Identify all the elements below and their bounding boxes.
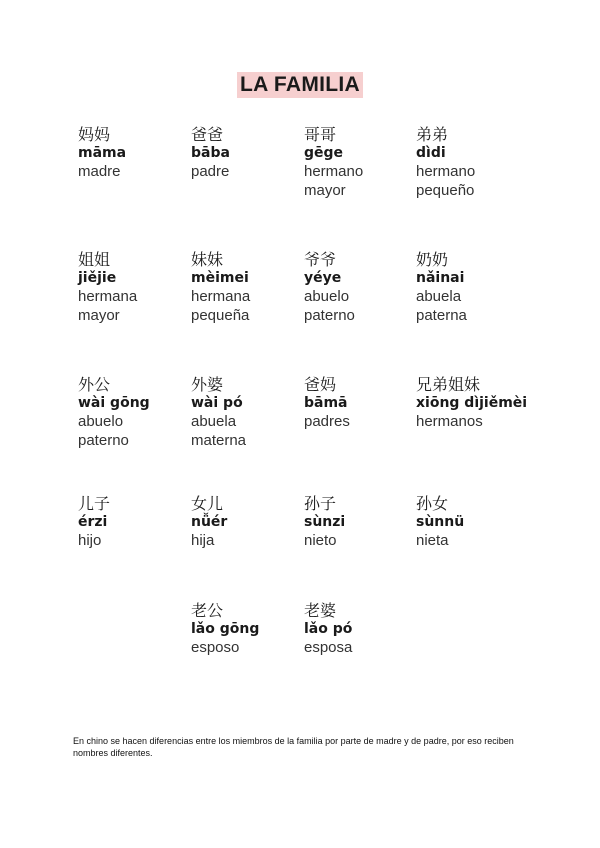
vocab-entry [304,125,416,200]
entry-meaning-line: abuela [191,413,237,430]
entry-hanzi: 弟弟 [416,125,449,144]
entry-hanzi: 哥哥 [304,125,337,144]
entry-pinyin: sùnzi [304,514,346,530]
title-container [0,72,600,98]
entry-meaning [191,531,303,550]
entry-meaning-line: materna [191,432,247,449]
vocab-entry [191,375,303,450]
entry-meaning-line: hermana [191,288,251,305]
entry-meaning [416,162,528,200]
entry-meaning-line: esposa [304,639,353,656]
entry-meaning-line: esposo [191,639,240,656]
vocab-entry [78,375,190,450]
entry-meaning-line: mayor [304,182,346,199]
entry-hanzi: 孙子 [304,494,337,513]
entry-pinyin: nǎinai [416,270,465,286]
entry-meaning-line: abuelo [304,288,350,305]
entry-meaning-line: mayor [78,307,120,324]
entry-meaning-line: abuela [416,288,462,305]
entry-hanzi: 姐姐 [78,250,111,269]
entry-meaning [416,531,528,550]
vocab-entry [304,494,416,550]
entry-meaning [416,412,528,431]
vocab-entry [304,601,416,657]
entry-pinyin: érzi [78,514,108,530]
entry-meaning [78,162,190,181]
entry-meaning [78,531,190,550]
vocab-entry [191,601,303,657]
entry-pinyin: bāmā [304,395,348,411]
entry-meaning [416,287,528,325]
entry-meaning-line: abuelo [78,413,124,430]
entry-meaning [78,412,190,450]
vocab-entry [304,250,416,325]
entry-hanzi: 老公 [191,601,224,620]
vocab-entry [304,375,416,431]
vocab-entry [191,494,303,550]
entry-meaning [191,162,303,181]
entry-hanzi: 外婆 [191,375,224,394]
entry-hanzi: 奶奶 [416,250,449,269]
entry-pinyin: dìdi [416,145,446,161]
entry-hanzi: 爷爷 [304,250,337,269]
entry-meaning-line: nieto [304,532,337,549]
entry-meaning-line: hija [191,532,215,549]
entry-meaning-line: padre [191,163,230,180]
entry-meaning [304,162,416,200]
vocab-entry [78,494,190,550]
entry-meaning-line: pequeña [191,307,250,324]
entry-hanzi: 妹妹 [191,250,224,269]
entry-meaning-line: nieta [416,532,449,549]
entry-hanzi: 儿子 [78,494,111,513]
entry-meaning-line: pequeño [416,182,475,199]
entry-meaning-line: paterno [78,432,129,449]
entry-pinyin: sùnnü [416,514,465,530]
entry-meaning [78,287,190,325]
entry-hanzi: 外公 [78,375,111,394]
entry-meaning [304,531,416,550]
entry-meaning-line: hermano [416,163,476,180]
entry-meaning [191,412,303,450]
vocab-entry [416,250,528,325]
entry-pinyin: xiōng dìjiěmèi [416,395,528,411]
entry-meaning [304,412,416,431]
vocab-entry [416,375,528,431]
entry-pinyin: māma [78,145,127,161]
entry-hanzi: 兄弟姐妹 [416,375,481,394]
entry-pinyin: wài pó [191,395,243,411]
entry-hanzi: 老婆 [304,601,337,620]
entry-hanzi: 妈妈 [78,125,111,144]
entry-hanzi: 孙女 [416,494,449,513]
entry-meaning-line: paterna [416,307,467,324]
entry-meaning-line: padres [304,413,350,430]
footnote: En chino se hacen diferencias entre los miembros de la familia por parte de madre y de padre, por eso reciben nombres diferentes. [73,736,514,758]
vocab-entry [416,125,528,200]
entry-meaning-line: hermana [78,288,138,305]
entry-hanzi: 爸妈 [304,375,337,394]
entry-meaning [191,287,303,325]
page-title: LA FAMILIA [237,72,363,98]
entry-pinyin: wài gōng [78,395,150,411]
entry-hanzi: 爸爸 [191,125,224,144]
vocab-entry [78,125,190,181]
entry-meaning-line: hermano [304,163,364,180]
vocab-entry [191,250,303,325]
entry-pinyin: lǎo pó [304,621,353,637]
entry-pinyin: bāba [191,145,230,161]
entry-pinyin: lǎo gōng [191,621,260,637]
entry-pinyin: jiějie [78,270,117,286]
entry-hanzi: 女儿 [191,494,224,513]
vocab-entry [78,250,190,325]
vocab-entry [416,494,528,550]
entry-meaning [304,287,416,325]
entry-meaning-line: madre [78,163,121,180]
entry-pinyin: nǚér [191,514,228,530]
vocab-entry [191,125,303,181]
entry-meaning-line: hijo [78,532,102,549]
entry-pinyin: mèimei [191,270,249,286]
entry-meaning-line: paterno [304,307,355,324]
entry-meaning [304,638,416,657]
entry-pinyin: gēge [304,145,344,161]
entry-meaning-line: hermanos [416,413,483,430]
entry-pinyin: yéye [304,270,342,286]
entry-meaning [191,638,303,657]
